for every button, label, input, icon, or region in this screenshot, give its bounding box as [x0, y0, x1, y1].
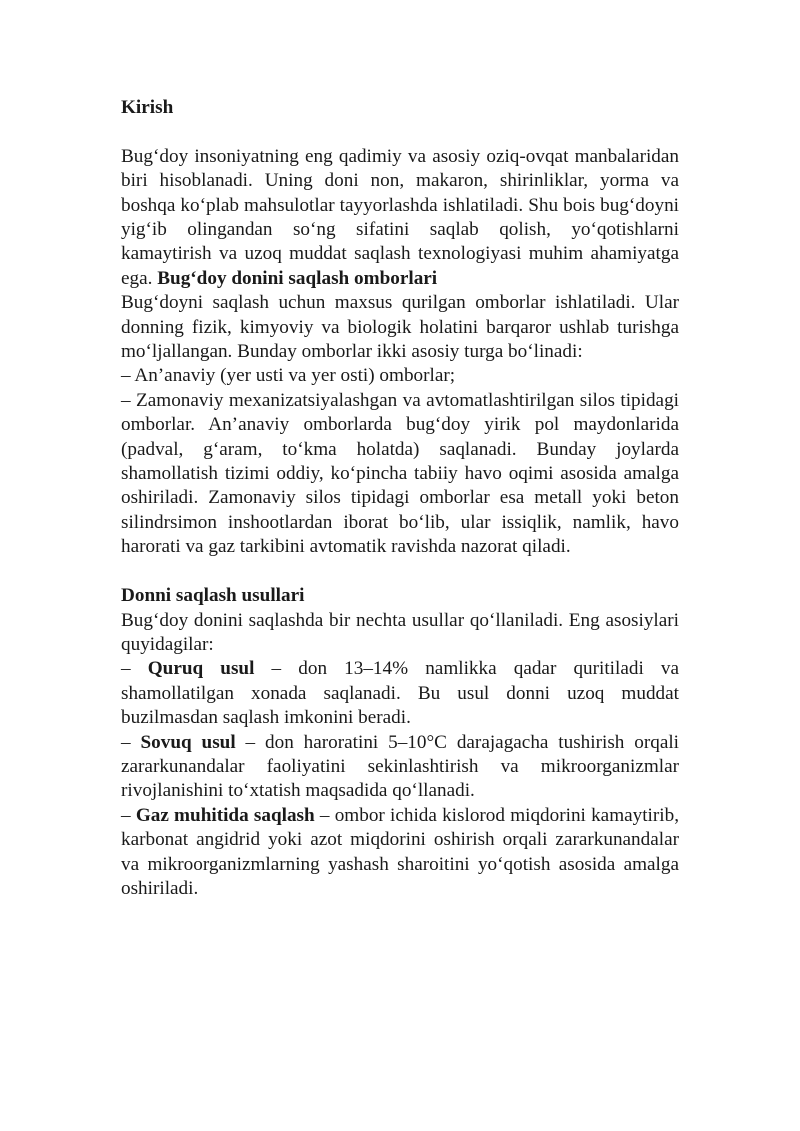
method-name-gas: Gaz muhitida saqlash — [135, 804, 315, 826]
section-heading-storage: Bug‘doy donini saqlash omborlari — [157, 267, 438, 289]
method-name-cold: Sovuq usul — [140, 731, 236, 753]
intro-text: Bug‘doy insoniyatning eng qadimiy va asosiy oziq-ovqat manbalaridan biri hisoblanadi. Uning doni non, makaron, shirinliklar, yorma va boshqa ko‘plab mahsulotlar tayyorlashda ishlatiladi. Shu bois bug‘doyni yig‘ib olingandan so‘ng sifatini saqlab qolish, yo‘qotishlarni kamaytirish va uzoq muddat saqlash texnologiyasi muhim ahamiyatga ega. — [121, 145, 679, 289]
spacer — [121, 120, 679, 144]
section-heading-intro: Kirish — [121, 97, 174, 118]
list-dash: – — [121, 731, 141, 753]
methods-paragraph: Bug‘doy donini saqlashda bir nechta usullar qo‘llaniladi. Eng asosiylari quyidagilar: — [121, 609, 679, 655]
method-name-dry: Quruq usul — [147, 658, 255, 680]
intro-paragraph — [121, 145, 679, 291]
method-item-dry — [121, 657, 679, 730]
storage-list-item-2: – Zamonaviy mexanizatsiyalashgan va avtomatlashtirilgan silos tipidagi omborlar. An’anaviy omborlarda bug‘doy yirik pol maydonlarida (padval, g‘aram, to‘kma holatda) saqlanadi. Bunday joylarda shamollatish tizimi oddiy, ko‘pincha tabiiy havo oqimi asosida amalga oshiriladi. Zamonaviy silos tipidagi omborlar esa metall yoki beton silindrsimon inshootlardan iborat bo‘lib, ular issiqlik, namlik, havo harorati va gaz tarkibini avtomatik ravishda nazorat qiladi. — [121, 389, 679, 558]
method-text-cold: – don haroratini 5–10°C darajagacha tushirish orqali zararkunandalar faoliyatini sekinlashtirish va mikroorganizmlar rivojlanishini to‘xtatish maqsadida qo‘llanadi. — [121, 731, 680, 802]
storage-list-item-1: – An’anaviy (yer usti va yer osti) omborlar; — [121, 365, 456, 387]
spacer — [121, 560, 679, 584]
method-text-gas: – ombor ichida kislorod miqdorini kamaytirib, karbonat angidrid yoki azot miqdorini oshirish orqali zararkunandalar va mikroorganizmlarning yashash sharoitini yo‘qotish asosida amalga oshiriladi. — [121, 804, 679, 899]
section-heading-methods: Donni saqlash usullari — [121, 585, 305, 607]
method-text-dry: – don 13–14% namlikka qadar quritiladi va shamollatilgan xonada saqlanadi. Bu usul donni uzoq muddat buzilmasdan saqlash imkonini beradi. — [121, 658, 680, 729]
method-item-cold — [121, 731, 679, 804]
list-dash: – — [121, 658, 148, 680]
storage-paragraph: Bug‘doyni saqlash uchun maxsus qurilgan omborlar ishlatiladi. Ular donning fizik, kimyoviy va biologik holatini barqaror ushlab turishga mo‘ljallangan. Bunday omborlar ikki asosiy turga bo‘linadi: — [121, 292, 679, 363]
document-page — [121, 96, 679, 901]
list-dash: – — [121, 804, 136, 826]
method-item-gas — [121, 804, 679, 902]
